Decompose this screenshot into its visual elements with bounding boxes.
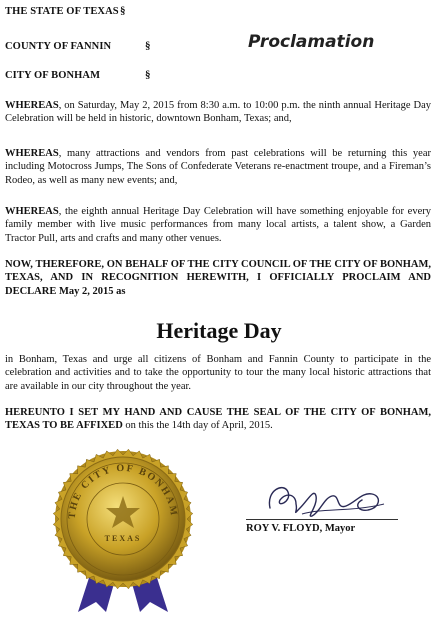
whereas-lead: WHEREAS [5, 206, 59, 217]
heritage-day-heading: Heritage Day [156, 318, 282, 343]
paragraph-text: , on Saturday, May 2, 2015 from 8:30 a.m. to 10:00 p.m. the ninth annual Heritage Day Celebration will be held in historic, downtown Bonham, Texas; and, [5, 100, 431, 125]
signature-line [246, 519, 398, 520]
whereas-paragraph-3 [5, 205, 431, 245]
whereas-paragraph-2 [5, 147, 431, 187]
mayor-signature [262, 478, 392, 524]
urge-paragraph: in Bonham, Texas and urge all citizens of Bonham and Fannin County to participate in the celebration and activities and to take the opportunity to tour the many local historic attractions that are available in our city throughout the year. [5, 354, 431, 392]
state-header [5, 6, 119, 17]
whereas-lead: WHEREAS [5, 148, 59, 159]
city-label: CITY OF BONHAM [5, 70, 101, 81]
county-label: COUNTY OF FANNIN [5, 41, 112, 52]
proclamation-title: Proclamation [248, 32, 375, 52]
paragraph-text: , many attractions and vendors from past celebrations will be returning this year including Motocross Jumps, The Sons of Confederate Veterans re-enactment troupe, and a Fireman’s Rodeo, as well as many new events; and, [5, 148, 431, 186]
paragraph-text: , the eighth annual Heritage Day Celebration will have something enjoyable for every family member with live music performances from many local artists, a talent show, a Garden Tractor Pull, arts and crafts and many other venues. [5, 206, 431, 244]
proclaim-paragraph: NOW, THEREFORE, ON BEHALF OF THE CITY COUNCIL OF THE CITY OF BONHAM, TEXAS, AND IN RECOGNITION HEREWITH, I OFFICIALLY PROCLAIM AND DECLARE May 2, 2015 as [5, 259, 431, 297]
seal-paragraph [5, 406, 431, 433]
state-label: THE STATE OF TEXAS [5, 6, 119, 17]
county-header [5, 41, 111, 52]
seal-center-text: TEXAS [104, 534, 142, 543]
whereas-paragraph-1 [5, 99, 431, 126]
seal-clause: HEREUNTO I SET MY HAND AND CAUSE THE SEAL OF THE CITY OF BONHAM, TEXAS TO BE AFFIXED [5, 407, 431, 432]
section-mark-3: § [145, 69, 151, 81]
date-clause: on this the 14th day of April, 2015. [122, 420, 273, 432]
section-mark-1: § [120, 5, 126, 17]
city-header [5, 70, 100, 81]
whereas-lead: WHEREAS [5, 100, 59, 111]
city-seal [48, 444, 198, 616]
seal-ring-text: THE CITY OF BONHAM [66, 462, 180, 520]
mayor-name: ROY V. FLOYD, Mayor [246, 523, 356, 534]
section-mark-2: § [145, 40, 151, 52]
